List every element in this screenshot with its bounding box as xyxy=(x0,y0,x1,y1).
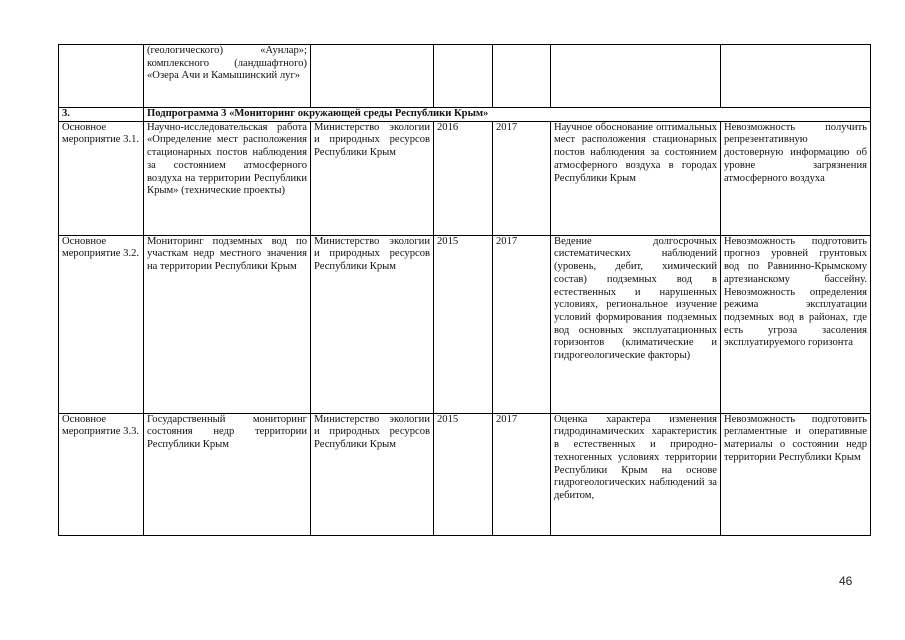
cell-consequences xyxy=(721,45,871,108)
cell-executor: Министерство экологии и природных ресурсов Республики Крым xyxy=(311,235,434,413)
cell-event-name: Научно-исследовательская работа «Определение мест расположения стационарных постов наблюдения за состоянием атмосферного воздуха на территории Республики Крым» (технические проекты) xyxy=(144,121,311,235)
cell-consequences: Невозможность подготовить прогноз уровней грунтовых вод по Равнинно-Крымскому артезианскому бассейну. Невозможность определения режима эксплуатации подземных вод в районах, где есть угроза засоления эксплуатируемого горизонта xyxy=(721,235,871,413)
cell-event-name: (геологического) «Аунлар»; комплексного (ландшафтного) «Озера Ачи и Камышинский луг» xyxy=(144,45,311,108)
page-number: 46 xyxy=(839,574,853,588)
cell-event-number: Основное мероприятие 3.3. xyxy=(59,413,144,535)
cell-event-name: Мониторинг подземных вод по участкам недр местного значения на территории Республики Крым xyxy=(144,235,311,413)
cell-event-number xyxy=(59,45,144,108)
cell-start-year: 2016 xyxy=(434,121,493,235)
cell-expected-result xyxy=(551,45,721,108)
cell-start-year xyxy=(434,45,493,108)
cell-event-name: Государственный мониторинг состояния недр территории Республики Крым xyxy=(144,413,311,535)
cell-consequences: Невозможность получить репрезентативную достоверную информацию об уровне загрязнения атмосферного воздуха xyxy=(721,121,871,235)
cell-event-number: Основное мероприятие 3.2. xyxy=(59,235,144,413)
cell-end-year: 2017 xyxy=(493,413,551,535)
cell-event-number: Основное мероприятие 3.1. xyxy=(59,121,144,235)
section-number: 3. xyxy=(59,108,144,122)
cell-consequences: Невозможность подготовить регламентные и оперативные материалы о состоянии недр территории Республики Крым xyxy=(721,413,871,535)
cell-executor: Министерство экологии и природных ресурсов Республики Крым xyxy=(311,413,434,535)
table-row xyxy=(59,235,871,413)
cell-end-year xyxy=(493,45,551,108)
cell-executor xyxy=(311,45,434,108)
section-row xyxy=(59,108,871,122)
cell-end-year: 2017 xyxy=(493,235,551,413)
cell-expected-result: Научное обоснование оптимальных мест расположения стационарных постов наблюдения за состоянием атмосферного воздуха в городах Республики Крым xyxy=(551,121,721,235)
cell-start-year: 2015 xyxy=(434,413,493,535)
cell-executor: Министерство экологии и природных ресурсов Республики Крым xyxy=(311,121,434,235)
table-row xyxy=(59,413,871,535)
cell-expected-result: Ведение долгосрочных систематических наблюдений (уровень, дебит, химический состав) подземных вод в естественных и нарушенных условиях, региональное изучение условий формирования подземных вод основных эксплуатационных горизонтов (климатические и гидрогеологические факторы) xyxy=(551,235,721,413)
program-table xyxy=(58,44,871,536)
cell-start-year: 2015 xyxy=(434,235,493,413)
cell-expected-result: Оценка характера изменения гидродинамических характеристик в естественных и природно-техногенных условиях территории Республики Крым на основе гидрогеологических наблюдений за дебитом, xyxy=(551,413,721,535)
section-title: Подпрограмма 3 «Мониторинг окружающей среды Республики Крым» xyxy=(144,108,871,122)
table-row xyxy=(59,45,871,108)
table-row xyxy=(59,121,871,235)
cell-end-year: 2017 xyxy=(493,121,551,235)
